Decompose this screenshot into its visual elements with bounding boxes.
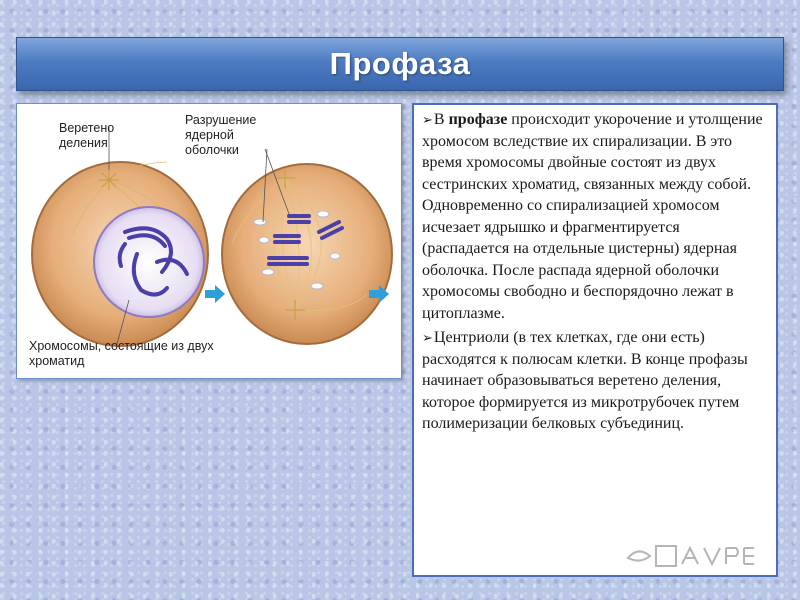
cell-late-prophase [222, 149, 392, 344]
slide-title-bar [16, 37, 784, 91]
watermark-logo [620, 540, 770, 572]
cell-early-prophase [32, 126, 208, 346]
paragraph-prophase [422, 109, 766, 324]
prophase-diagram [16, 103, 402, 379]
paragraph-centrioles [422, 327, 766, 435]
label-chromosomes: Хромосомы, состоящие из двух хроматид [29, 339, 214, 368]
label-spindle: Веретено деления [59, 121, 115, 150]
arrow-check-bullet-icon: ➢ [422, 112, 433, 127]
centrosome-icon [99, 170, 119, 190]
arrow-check-bullet-icon: ➢ [422, 330, 433, 345]
description-panel [412, 103, 778, 577]
p1-body: происходит укорочение и утолщение хромосом вследствие их спирализации. В это время хромосомы двойные состоят из двух сестринских хроматид, связанных между собой. Одновременно со спирализацией хромосом исчезает ядрышко и фрагментируется (распадается на отдельные цистерны) ядерная оболочка. После распада ядерной оболочки хромосомы свободно и беспорядочно лежат в цитоплазме. [422, 111, 763, 322]
p1-bold-term: профазе [448, 111, 508, 128]
p1-lead: В [433, 111, 449, 128]
arrow-right-icon [205, 285, 225, 303]
label-envelope-breakdown: Разрушение ядерной оболочки [185, 113, 257, 157]
p2-body: Центриоли (в тех клетках, где они есть) расходятся к полюсам клетки. В конце профазы начинает образовываться веретено деления, которое формируется из микротрубочек путем полимеризации белковых субъединиц. [422, 329, 748, 432]
slide-title: Профаза [329, 46, 471, 81]
